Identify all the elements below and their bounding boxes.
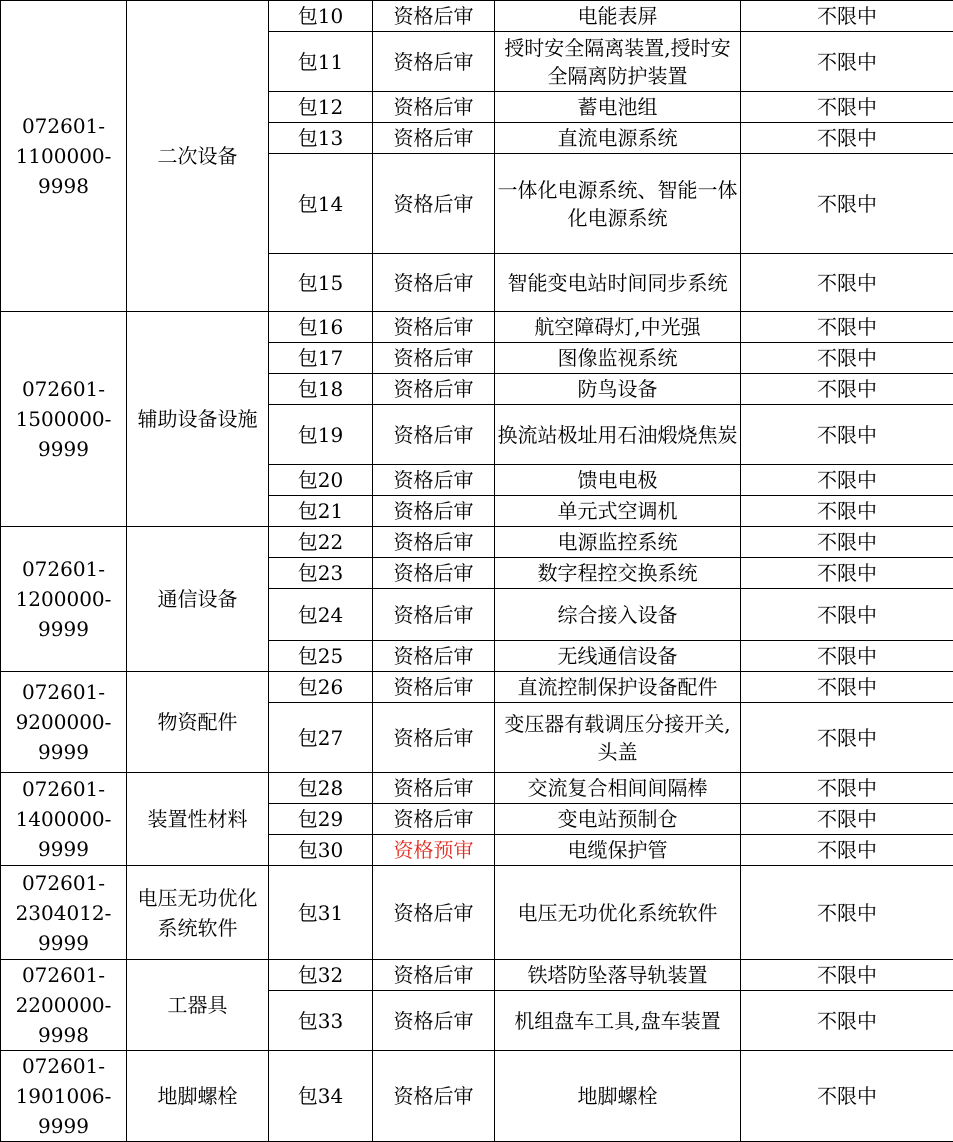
review-method-cell: 资格后审 (373, 866, 495, 960)
table-row (1, 1051, 953, 1142)
review-method-cell: 资格后审 (373, 405, 495, 465)
result-cell: 不限中 (741, 154, 953, 254)
package-cell: 包11 (269, 32, 373, 92)
package-cell: 包27 (269, 703, 373, 773)
category-cell: 物资配件 (127, 672, 269, 773)
item-name-cell: 综合接入设备 (495, 589, 741, 641)
material-code-cell (1, 312, 127, 527)
review-method-cell: 资格后审 (373, 991, 495, 1051)
package-cell: 包30 (269, 835, 373, 866)
package-cell: 包15 (269, 254, 373, 312)
review-method-cell: 资格后审 (373, 589, 495, 641)
material-code-line: 072601- (3, 677, 124, 707)
package-cell: 包26 (269, 672, 373, 703)
material-code-line: 9999 (3, 834, 124, 864)
category-cell: 地脚螺栓 (127, 1051, 269, 1142)
item-name-cell: 防鸟设备 (495, 374, 741, 405)
package-cell: 包13 (269, 123, 373, 154)
item-name-cell: 直流控制保护设备配件 (495, 672, 741, 703)
table-row (1, 866, 953, 960)
review-method-cell: 资格后审 (373, 496, 495, 527)
item-name-cell: 电压无功优化系统软件 (495, 866, 741, 960)
material-code-line: 072601- (3, 960, 124, 990)
package-cell: 包10 (269, 1, 373, 32)
item-name-cell: 直流电源系统 (495, 123, 741, 154)
result-cell: 不限中 (741, 92, 953, 123)
result-cell: 不限中 (741, 589, 953, 641)
result-cell: 不限中 (741, 1051, 953, 1142)
review-method-cell: 资格后审 (373, 154, 495, 254)
package-cell: 包25 (269, 641, 373, 672)
material-code-line: 9999 (3, 928, 124, 958)
material-code-line: 1100000- (3, 141, 124, 171)
item-name-cell: 电能表屏 (495, 1, 741, 32)
review-method-cell: 资格后审 (373, 527, 495, 558)
review-method-cell: 资格后审 (373, 773, 495, 804)
result-cell: 不限中 (741, 641, 953, 672)
item-name-cell: 电源监控系统 (495, 527, 741, 558)
package-cell: 包16 (269, 312, 373, 343)
item-name-cell: 蓄电池组 (495, 92, 741, 123)
package-cell: 包24 (269, 589, 373, 641)
review-method-cell: 资格后审 (373, 312, 495, 343)
material-code-line: 9999 (3, 614, 124, 644)
item-name-cell: 交流复合相间间隔棒 (495, 773, 741, 804)
material-code-cell (1, 527, 127, 672)
result-cell: 不限中 (741, 1, 953, 32)
review-method-cell: 资格后审 (373, 1, 495, 32)
review-method-cell: 资格后审 (373, 374, 495, 405)
material-code-line: 1901006- (3, 1081, 124, 1111)
material-code-line: 072601- (3, 774, 124, 804)
table-row (1, 773, 953, 804)
package-cell: 包21 (269, 496, 373, 527)
category-cell: 通信设备 (127, 527, 269, 672)
material-code-line: 1500000- (3, 404, 124, 434)
material-code-line: 9999 (3, 737, 124, 767)
item-name-cell: 机组盘车工具,盘车装置 (495, 991, 741, 1051)
material-code-line: 1200000- (3, 584, 124, 614)
review-method-cell: 资格后审 (373, 641, 495, 672)
package-cell: 包18 (269, 374, 373, 405)
review-method-cell: 资格后审 (373, 703, 495, 773)
result-cell: 不限中 (741, 405, 953, 465)
review-method-cell: 资格后审 (373, 123, 495, 154)
result-cell: 不限中 (741, 527, 953, 558)
material-code-line: 072601- (3, 868, 124, 898)
material-code-line: 9200000- (3, 707, 124, 737)
item-name-cell: 数字程控交换系统 (495, 558, 741, 589)
result-cell: 不限中 (741, 343, 953, 374)
item-name-cell: 铁塔防坠落导轨装置 (495, 960, 741, 991)
material-code-cell (1, 1, 127, 312)
material-code-line: 072601- (3, 554, 124, 584)
review-method-cell: 资格后审 (373, 960, 495, 991)
item-name-cell: 智能变电站时间同步系统 (495, 254, 741, 312)
item-name-cell: 一体化电源系统、智能一体化电源系统 (495, 154, 741, 254)
package-cell: 包32 (269, 960, 373, 991)
table-row (1, 960, 953, 991)
item-name-cell: 地脚螺栓 (495, 1051, 741, 1142)
result-cell: 不限中 (741, 312, 953, 343)
item-name-cell: 变压器有载调压分接开关,头盖 (495, 703, 741, 773)
material-code-line: 9998 (3, 171, 124, 201)
result-cell: 不限中 (741, 496, 953, 527)
material-code-line: 2200000- (3, 990, 124, 1020)
review-method-cell: 资格后审 (373, 1051, 495, 1142)
result-cell: 不限中 (741, 374, 953, 405)
item-name-cell: 图像监视系统 (495, 343, 741, 374)
review-method-cell: 资格预审 (373, 835, 495, 866)
review-method-cell: 资格后审 (373, 32, 495, 92)
result-cell: 不限中 (741, 123, 953, 154)
package-cell: 包12 (269, 92, 373, 123)
result-cell: 不限中 (741, 465, 953, 496)
material-code-cell (1, 773, 127, 866)
review-method-cell: 资格后审 (373, 343, 495, 374)
material-code-cell (1, 672, 127, 773)
result-cell: 不限中 (741, 254, 953, 312)
review-method-cell: 资格后审 (373, 558, 495, 589)
result-cell: 不限中 (741, 773, 953, 804)
package-cell: 包19 (269, 405, 373, 465)
result-cell: 不限中 (741, 960, 953, 991)
material-code-cell (1, 960, 127, 1051)
package-cell: 包17 (269, 343, 373, 374)
review-method-cell: 资格后审 (373, 804, 495, 835)
result-cell: 不限中 (741, 835, 953, 866)
item-name-cell: 授时安全隔离装置,授时安全隔离防护装置 (495, 32, 741, 92)
category-cell: 辅助设备设施 (127, 312, 269, 527)
material-code-line: 072601- (3, 374, 124, 404)
package-cell: 包33 (269, 991, 373, 1051)
item-name-cell: 航空障碍灯,中光强 (495, 312, 741, 343)
result-cell: 不限中 (741, 558, 953, 589)
result-cell: 不限中 (741, 32, 953, 92)
category-cell: 二次设备 (127, 1, 269, 312)
package-cell: 包31 (269, 866, 373, 960)
review-method-cell: 资格后审 (373, 465, 495, 496)
material-code-line: 2304012- (3, 898, 124, 928)
table-row (1, 527, 953, 558)
review-method-cell: 资格后审 (373, 672, 495, 703)
item-name-cell: 馈电电极 (495, 465, 741, 496)
category-cell: 工器具 (127, 960, 269, 1051)
table-row (1, 1, 953, 32)
result-cell: 不限中 (741, 804, 953, 835)
package-cell: 包29 (269, 804, 373, 835)
material-code-line: 072601- (3, 111, 124, 141)
material-code-line: 072601- (3, 1051, 124, 1081)
category-cell: 电压无功优化系统软件 (127, 866, 269, 960)
package-cell: 包14 (269, 154, 373, 254)
item-name-cell: 无线通信设备 (495, 641, 741, 672)
item-name-cell: 单元式空调机 (495, 496, 741, 527)
material-code-line: 9999 (3, 1111, 124, 1141)
table-row (1, 312, 953, 343)
package-cell: 包34 (269, 1051, 373, 1142)
review-method-cell: 资格后审 (373, 254, 495, 312)
package-cell: 包22 (269, 527, 373, 558)
material-code-cell (1, 866, 127, 960)
material-code-line: 9998 (3, 1020, 124, 1050)
package-cell: 包28 (269, 773, 373, 804)
result-cell: 不限中 (741, 703, 953, 773)
package-cell: 包20 (269, 465, 373, 496)
material-code-line: 9999 (3, 434, 124, 464)
item-name-cell: 换流站极址用石油煅烧焦炭 (495, 405, 741, 465)
category-cell: 装置性材料 (127, 773, 269, 866)
material-code-cell (1, 1051, 127, 1142)
table-body (1, 1, 953, 1142)
review-method-cell: 资格后审 (373, 92, 495, 123)
item-name-cell: 电缆保护管 (495, 835, 741, 866)
result-cell: 不限中 (741, 991, 953, 1051)
item-name-cell: 变电站预制仓 (495, 804, 741, 835)
result-cell: 不限中 (741, 866, 953, 960)
package-cell: 包23 (269, 558, 373, 589)
material-code-line: 1400000- (3, 804, 124, 834)
table-row (1, 672, 953, 703)
result-cell: 不限中 (741, 672, 953, 703)
